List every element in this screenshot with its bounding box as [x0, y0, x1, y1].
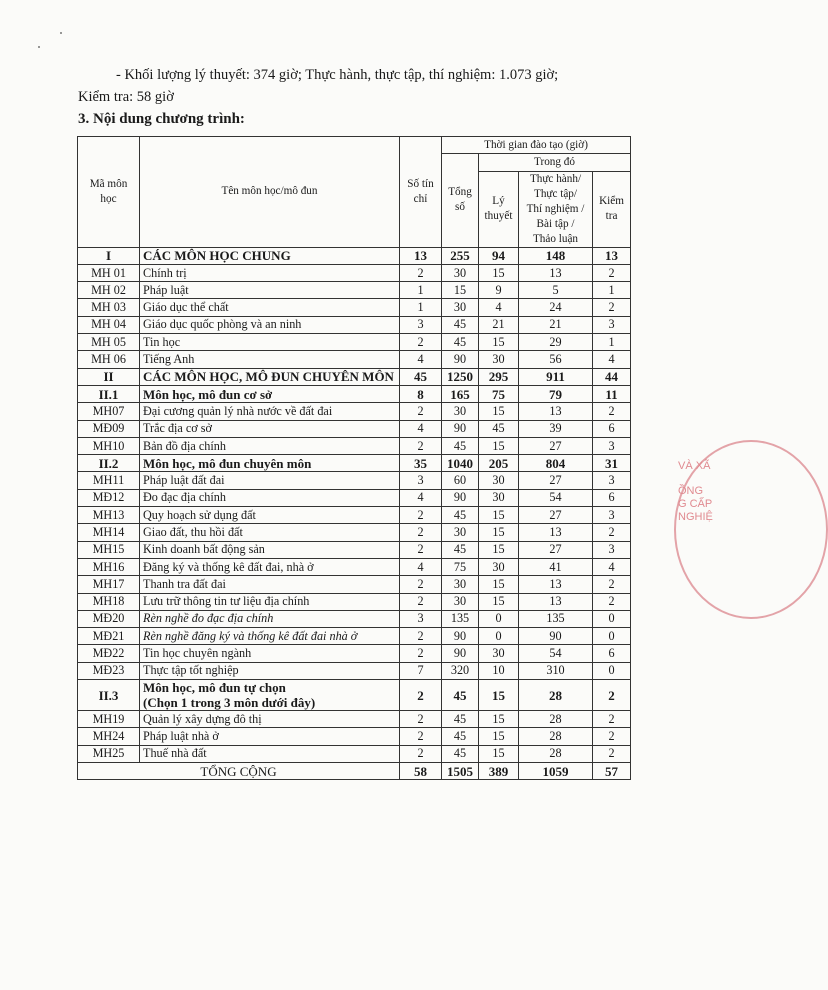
cell-theory: 30 — [479, 645, 519, 662]
cell-theory: 15 — [479, 524, 519, 541]
cell-name — [140, 524, 400, 541]
red-stamp: VÀ XÃ ỒNG G CẤP NGHIỆ — [668, 440, 700, 620]
cell-name — [140, 299, 400, 316]
cell-name-text: Chính trị — [143, 265, 187, 280]
cell-name — [140, 247, 400, 264]
cell-name-text: CÁC MÔN HỌC, MÔ ĐUN CHUYÊN MÔN — [143, 369, 394, 385]
cell-name — [140, 368, 400, 385]
cell-name-text: Pháp luật — [143, 282, 189, 297]
total-theory: 389 — [479, 762, 519, 779]
table-row — [78, 264, 631, 281]
cell-name-text: Giáo dục thể chất — [143, 300, 229, 315]
cell-name — [140, 385, 400, 402]
cell-practice: 13 — [519, 264, 593, 281]
table-row — [78, 316, 631, 333]
table-row — [78, 610, 631, 627]
cell-total: 30 — [442, 403, 479, 420]
cell-code: II.2 — [78, 455, 140, 472]
cell-name-text: Rèn nghề đo đạc địa chính — [143, 611, 274, 626]
cell-code: II.3 — [78, 680, 140, 711]
cell-name — [140, 403, 400, 420]
cell-total: 90 — [442, 351, 479, 368]
cell-exam: 1 — [593, 334, 631, 351]
header-credits: Số tín chỉ — [400, 137, 442, 248]
cell-name — [140, 316, 400, 333]
cell-total: 1250 — [442, 368, 479, 385]
cell-code: MĐ12 — [78, 489, 140, 506]
table-row — [78, 489, 631, 506]
cell-name — [140, 745, 400, 762]
cell-name-text: Lưu trữ thông tin tư liệu địa chính — [143, 594, 310, 609]
cell-name-text: Giao đất, thu hồi đất — [143, 524, 243, 539]
header-practice-line: Thí nghiệm / — [526, 202, 585, 215]
cell-practice: 804 — [519, 455, 593, 472]
cell-theory: 15 — [479, 728, 519, 745]
cell-name — [140, 728, 400, 745]
cell-practice: 310 — [519, 662, 593, 679]
cell-code: II.1 — [78, 385, 140, 402]
header-theory: Lý thuyết — [479, 171, 519, 247]
cell-name — [140, 610, 400, 627]
table-row — [78, 745, 631, 762]
cell-code: MH19 — [78, 711, 140, 728]
cell-credits: 2 — [400, 680, 442, 711]
table-row — [78, 420, 631, 437]
cell-practice: 27 — [519, 507, 593, 524]
cell-exam: 3 — [593, 316, 631, 333]
cell-name — [140, 645, 400, 662]
cell-name — [140, 455, 400, 472]
cell-exam: 2 — [593, 403, 631, 420]
cell-code: MH16 — [78, 558, 140, 575]
cell-credits: 2 — [400, 728, 442, 745]
cell-practice: 54 — [519, 489, 593, 506]
cell-code: MH 03 — [78, 299, 140, 316]
cell-exam: 3 — [593, 437, 631, 454]
cell-credits: 2 — [400, 576, 442, 593]
cell-code: MH17 — [78, 576, 140, 593]
cell-theory: 15 — [479, 403, 519, 420]
cell-practice: 39 — [519, 420, 593, 437]
table-row — [78, 472, 631, 489]
table-row — [78, 403, 631, 420]
cell-theory: 15 — [479, 593, 519, 610]
table-row — [78, 282, 631, 299]
header-practice-line: Thực tập/ — [533, 187, 578, 200]
table-row — [78, 334, 631, 351]
cell-name-text: Pháp luật nhà ở — [143, 728, 219, 743]
table-row — [78, 299, 631, 316]
cell-theory: 15 — [479, 541, 519, 558]
cell-total: 1040 — [442, 455, 479, 472]
cell-practice: 13 — [519, 403, 593, 420]
cell-theory: 15 — [479, 711, 519, 728]
cell-name-text: Kinh doanh bất động sản — [143, 542, 265, 557]
cell-theory: 15 — [479, 745, 519, 762]
cell-exam: 3 — [593, 472, 631, 489]
cell-exam: 4 — [593, 558, 631, 575]
cell-name — [140, 628, 400, 645]
cell-code: MH 04 — [78, 316, 140, 333]
cell-theory: 21 — [479, 316, 519, 333]
header-practice — [519, 171, 593, 247]
table-row — [78, 593, 631, 610]
cell-code: MĐ23 — [78, 662, 140, 679]
cell-theory: 295 — [479, 368, 519, 385]
header-exam: Kiểm tra — [593, 171, 631, 247]
cell-total: 135 — [442, 610, 479, 627]
cell-name-text: CÁC MÔN HỌC CHUNG — [143, 248, 291, 264]
cell-name-text: Pháp luật đất đai — [143, 473, 225, 488]
cell-exam: 6 — [593, 420, 631, 437]
cell-exam: 13 — [593, 247, 631, 264]
cell-total: 30 — [442, 299, 479, 316]
header-code: Mã môn học — [78, 137, 140, 248]
cell-credits: 1 — [400, 299, 442, 316]
cell-practice: 79 — [519, 385, 593, 402]
cell-name — [140, 437, 400, 454]
cell-total: 45 — [442, 507, 479, 524]
cell-name-text: Quản lý xây dựng đô thị — [143, 711, 262, 726]
cell-exam: 31 — [593, 455, 631, 472]
table-row — [78, 351, 631, 368]
cell-practice: 56 — [519, 351, 593, 368]
cell-credits: 2 — [400, 264, 442, 281]
cell-name-text: Rèn nghề đăng ký và thống kê đất đai nhà ở — [143, 628, 358, 643]
cell-exam: 1 — [593, 282, 631, 299]
cell-name-text: Đại cương quản lý nhà nước về đất đai — [143, 403, 333, 418]
cell-credits: 2 — [400, 507, 442, 524]
cell-total: 15 — [442, 282, 479, 299]
cell-exam: 44 — [593, 368, 631, 385]
header-practice-line: Thảo luận — [532, 232, 579, 245]
program-table — [77, 136, 631, 780]
cell-total: 90 — [442, 489, 479, 506]
cell-credits: 2 — [400, 541, 442, 558]
cell-practice: 27 — [519, 437, 593, 454]
header-practice-line: Thực hành/ — [529, 172, 582, 185]
table-row — [78, 645, 631, 662]
cell-theory: 75 — [479, 385, 519, 402]
cell-code: MĐ21 — [78, 628, 140, 645]
cell-code: MH07 — [78, 403, 140, 420]
cell-theory: 30 — [479, 472, 519, 489]
cell-name-text: Đo đạc địa chính — [143, 490, 226, 505]
cell-practice: 28 — [519, 728, 593, 745]
cell-exam: 2 — [593, 264, 631, 281]
cell-theory: 0 — [479, 610, 519, 627]
cell-exam: 11 — [593, 385, 631, 402]
cell-code: MH10 — [78, 437, 140, 454]
cell-code: MH11 — [78, 472, 140, 489]
total-exam: 57 — [593, 762, 631, 779]
cell-credits: 3 — [400, 316, 442, 333]
group-row — [78, 455, 631, 472]
cell-credits: 8 — [400, 385, 442, 402]
cell-code: MH 06 — [78, 351, 140, 368]
cell-credits: 4 — [400, 489, 442, 506]
cell-name-text: Đăng ký và thống kê đất đai, nhà ở — [143, 559, 314, 574]
cell-name-text-2: (Chọn 1 trong 3 môn dưới đây) — [143, 695, 316, 711]
header-within: Trong đó — [479, 154, 631, 171]
cell-total: 45 — [442, 745, 479, 762]
cell-exam: 4 — [593, 351, 631, 368]
intro-line-2: Kiểm tra: 58 giờ — [78, 89, 174, 105]
total-practice: 1059 — [519, 762, 593, 779]
cell-name — [140, 593, 400, 610]
cell-code: MH14 — [78, 524, 140, 541]
table-row — [78, 711, 631, 728]
cell-practice: 13 — [519, 576, 593, 593]
cell-practice: 27 — [519, 472, 593, 489]
cell-name-text: Thuế nhà đất — [143, 746, 207, 761]
cell-exam: 2 — [593, 745, 631, 762]
cell-code: MH 02 — [78, 282, 140, 299]
total-label: TỔNG CỘNG — [78, 762, 400, 779]
cell-total: 30 — [442, 576, 479, 593]
cell-exam: 2 — [593, 711, 631, 728]
cell-name-text: Tin học chuyên ngành — [143, 646, 252, 661]
cell-total: 90 — [442, 420, 479, 437]
cell-total: 30 — [442, 593, 479, 610]
cell-credits: 4 — [400, 420, 442, 437]
cell-credits: 2 — [400, 437, 442, 454]
cell-exam: 2 — [593, 728, 631, 745]
cell-theory: 30 — [479, 489, 519, 506]
cell-code: I — [78, 247, 140, 264]
cell-total: 255 — [442, 247, 479, 264]
cell-code: II — [78, 368, 140, 385]
cell-total: 45 — [442, 728, 479, 745]
cell-name-text: Giáo dục quốc phòng và an ninh — [143, 317, 302, 332]
cell-code: MĐ22 — [78, 645, 140, 662]
cell-exam: 2 — [593, 299, 631, 316]
cell-total: 45 — [442, 711, 479, 728]
cell-name — [140, 282, 400, 299]
cell-name — [140, 558, 400, 575]
total-row — [78, 762, 631, 779]
cell-exam: 3 — [593, 507, 631, 524]
cell-exam: 6 — [593, 645, 631, 662]
cell-theory: 15 — [479, 437, 519, 454]
cell-code: MH13 — [78, 507, 140, 524]
total-credits: 58 — [400, 762, 442, 779]
cell-theory: 30 — [479, 351, 519, 368]
cell-total: 45 — [442, 541, 479, 558]
cell-name-text: Bản đồ địa chính — [143, 438, 226, 453]
group-row — [78, 368, 631, 385]
header-practice-line: Bài tập / — [536, 217, 575, 230]
cell-total: 320 — [442, 662, 479, 679]
table-row — [78, 524, 631, 541]
cell-credits: 2 — [400, 628, 442, 645]
table-row — [78, 662, 631, 679]
cell-name-text: Trắc địa cơ sở — [143, 421, 212, 436]
cell-practice: 28 — [519, 711, 593, 728]
table-row — [78, 728, 631, 745]
cell-theory: 4 — [479, 299, 519, 316]
cell-practice: 5 — [519, 282, 593, 299]
cell-total: 45 — [442, 680, 479, 711]
cell-theory: 9 — [479, 282, 519, 299]
cell-theory: 15 — [479, 264, 519, 281]
intro-line-1: - Khối lượng lý thuyết: 374 giờ; Thực hành, thực tập, thí nghiệm: 1.073 giờ; — [116, 67, 559, 83]
cell-total: 60 — [442, 472, 479, 489]
cell-name-text: Quy hoạch sử dụng đất — [143, 507, 256, 522]
cell-code: MĐ09 — [78, 420, 140, 437]
cell-total: 90 — [442, 628, 479, 645]
cell-practice: 13 — [519, 524, 593, 541]
cell-credits: 4 — [400, 558, 442, 575]
cell-credits: 3 — [400, 610, 442, 627]
cell-exam: 0 — [593, 628, 631, 645]
cell-code: MH15 — [78, 541, 140, 558]
table-row — [78, 628, 631, 645]
cell-practice: 29 — [519, 334, 593, 351]
section-title: 3. Nội dung chương trình: — [78, 111, 245, 127]
header-row-1 — [78, 137, 631, 154]
cell-practice: 148 — [519, 247, 593, 264]
cell-credits: 3 — [400, 472, 442, 489]
cell-name-text: Môn học, mô đun chuyên môn — [143, 455, 312, 471]
cell-exam: 0 — [593, 610, 631, 627]
cell-credits: 2 — [400, 334, 442, 351]
intro-paragraph — [78, 64, 638, 108]
cell-credits: 45 — [400, 368, 442, 385]
cell-practice: 41 — [519, 558, 593, 575]
table-row — [78, 576, 631, 593]
cell-exam: 2 — [593, 593, 631, 610]
cell-code: MH24 — [78, 728, 140, 745]
cell-total: 45 — [442, 316, 479, 333]
cell-name — [140, 489, 400, 506]
cell-exam: 6 — [593, 489, 631, 506]
cell-credits: 13 — [400, 247, 442, 264]
cell-theory: 15 — [479, 507, 519, 524]
cell-exam: 2 — [593, 680, 631, 711]
cell-practice: 54 — [519, 645, 593, 662]
cell-practice: 21 — [519, 316, 593, 333]
cell-theory: 45 — [479, 420, 519, 437]
cell-exam: 3 — [593, 541, 631, 558]
cell-theory: 15 — [479, 680, 519, 711]
cell-total: 45 — [442, 437, 479, 454]
cell-credits: 1 — [400, 282, 442, 299]
cell-name — [140, 507, 400, 524]
cell-name — [140, 420, 400, 437]
cell-theory: 205 — [479, 455, 519, 472]
cell-exam: 2 — [593, 576, 631, 593]
cell-practice: 90 — [519, 628, 593, 645]
cell-code: MĐ20 — [78, 610, 140, 627]
cell-credits: 2 — [400, 524, 442, 541]
cell-total: 30 — [442, 524, 479, 541]
total-total: 1505 — [442, 762, 479, 779]
header-total: Tổng số — [442, 154, 479, 247]
cell-code: MH 05 — [78, 334, 140, 351]
cell-code: MH25 — [78, 745, 140, 762]
cell-practice: 24 — [519, 299, 593, 316]
cell-name-text: Thực tập tốt nghiệp — [143, 663, 239, 678]
group-row — [78, 247, 631, 264]
table-row — [78, 541, 631, 558]
cell-practice: 28 — [519, 680, 593, 711]
cell-practice: 911 — [519, 368, 593, 385]
cell-name-text: Môn học, mô đun cơ sở — [143, 386, 273, 402]
cell-name — [140, 264, 400, 281]
cell-theory: 0 — [479, 628, 519, 645]
cell-practice: 13 — [519, 593, 593, 610]
cell-credits: 2 — [400, 745, 442, 762]
cell-name-text: Thanh tra đất đai — [143, 576, 226, 591]
table-row — [78, 558, 631, 575]
cell-theory: 15 — [479, 576, 519, 593]
cell-code: MH 01 — [78, 264, 140, 281]
cell-name — [140, 472, 400, 489]
cell-theory: 15 — [479, 334, 519, 351]
group-row — [78, 385, 631, 402]
header-name: Tên môn học/mô đun — [140, 137, 400, 248]
cell-name — [140, 334, 400, 351]
cell-name — [140, 351, 400, 368]
cell-name-text: Tin học — [143, 334, 181, 349]
cell-credits: 7 — [400, 662, 442, 679]
cell-practice: 28 — [519, 745, 593, 762]
cell-name — [140, 576, 400, 593]
cell-name — [140, 711, 400, 728]
cell-name — [140, 662, 400, 679]
cell-credits: 4 — [400, 351, 442, 368]
cell-name-text: Tiếng Anh — [143, 352, 195, 367]
cell-total: 45 — [442, 334, 479, 351]
cell-theory: 10 — [479, 662, 519, 679]
scan-marks — [38, 32, 68, 52]
cell-credits: 35 — [400, 455, 442, 472]
cell-total: 75 — [442, 558, 479, 575]
cell-total: 165 — [442, 385, 479, 402]
cell-theory: 94 — [479, 247, 519, 264]
cell-name — [140, 680, 400, 711]
cell-exam: 2 — [593, 524, 631, 541]
cell-credits: 2 — [400, 403, 442, 420]
cell-total: 30 — [442, 264, 479, 281]
cell-credits: 2 — [400, 711, 442, 728]
table-row — [78, 507, 631, 524]
table-row — [78, 437, 631, 454]
cell-exam: 0 — [593, 662, 631, 679]
group-row — [78, 680, 631, 711]
header-time: Thời gian đào tạo (giờ) — [442, 137, 631, 154]
cell-practice: 27 — [519, 541, 593, 558]
cell-total: 90 — [442, 645, 479, 662]
cell-credits: 2 — [400, 645, 442, 662]
cell-name — [140, 541, 400, 558]
cell-practice: 135 — [519, 610, 593, 627]
cell-code: MH18 — [78, 593, 140, 610]
cell-credits: 2 — [400, 593, 442, 610]
cell-theory: 30 — [479, 558, 519, 575]
cell-name-text: Môn học, mô đun tự chọn — [143, 680, 286, 696]
